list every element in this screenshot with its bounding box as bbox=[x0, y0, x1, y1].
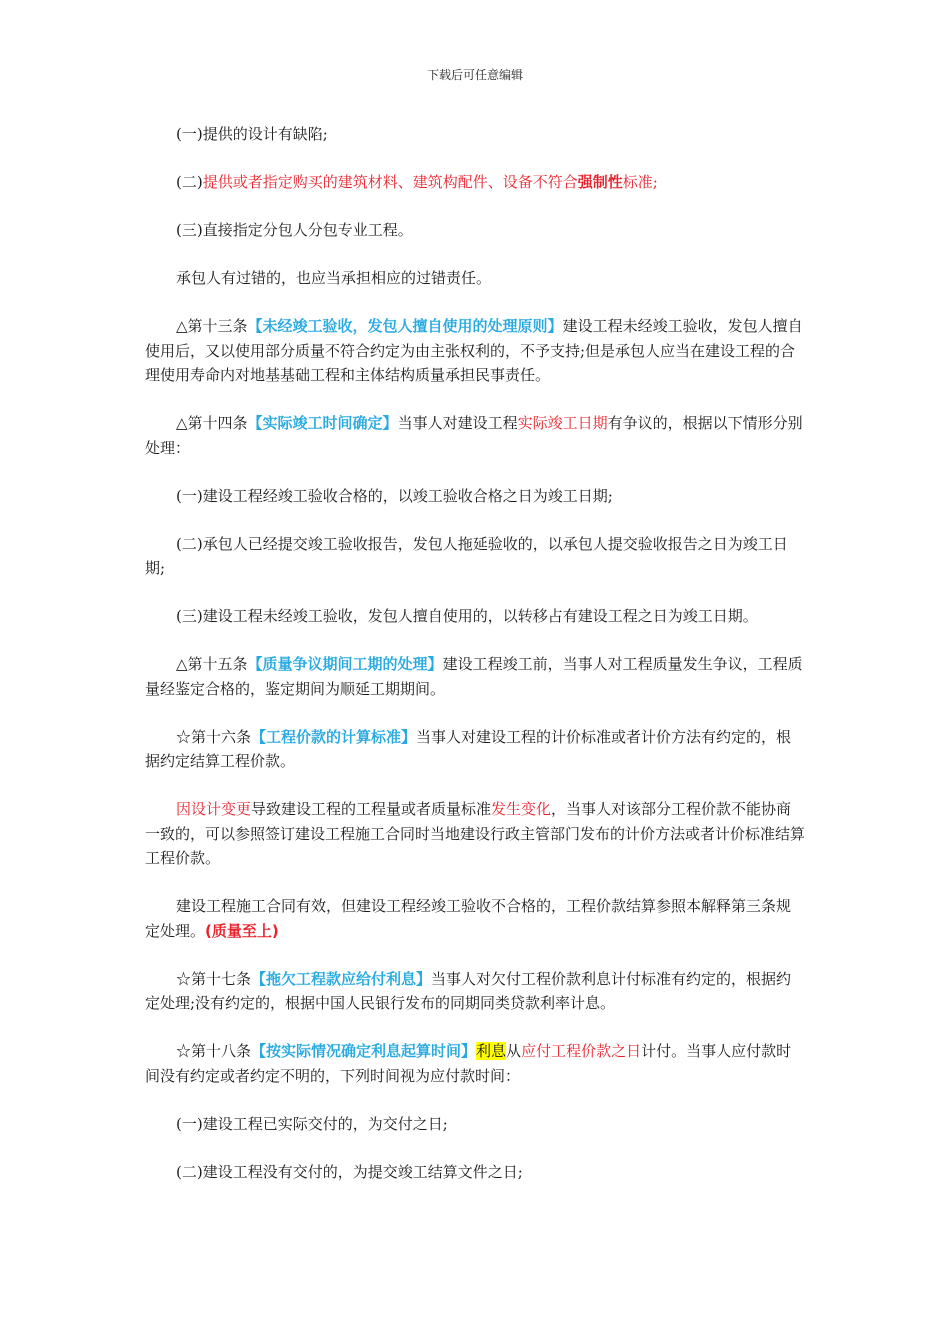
article-body: 建设工程未经竣工验收，发包人擅自使用后，又以使用部分质量不符合约定为由主张权利的，不予支持;但是承包人应当在建设工程的合理使用寿命内对地基基础工程和主体结构质量承担民事责任。 bbox=[145, 317, 803, 384]
red-text: 提供或者指定购买的建筑材料、建筑构配件、设备不符合 bbox=[202, 173, 578, 191]
article-body: 当事人对建设工程的计价标准或者计价方法有约定的，根据约定结算工程价款。 bbox=[145, 727, 792, 770]
article-number: ☆第十八条 bbox=[176, 1042, 252, 1060]
article-number: ☆第十七条 bbox=[176, 969, 252, 988]
paragraph: 承包人有过错的，也应当承担相应的过错责任。 bbox=[176, 269, 492, 287]
paragraph bbox=[145, 797, 805, 871]
red-text: 应付工程价款之日 bbox=[521, 1042, 642, 1060]
paragraph bbox=[145, 170, 805, 195]
article-17 bbox=[145, 967, 805, 1016]
article-title: 【按实际情况确定利息起算时间】 bbox=[251, 1042, 477, 1060]
document-body bbox=[145, 122, 805, 1208]
article-15 bbox=[145, 652, 805, 701]
article-14 bbox=[145, 411, 805, 460]
article-title: 【工程价款的计算标准】 bbox=[251, 727, 417, 746]
text: 当事人对建设工程 bbox=[397, 414, 518, 432]
text: 导致建设工程的工程量或者质量标准 bbox=[251, 800, 492, 818]
red-text: 发生变化 bbox=[491, 800, 552, 818]
text: 有争议的，根据以下情形分别处理： bbox=[145, 414, 803, 457]
red-text: 实际竣工日期 bbox=[517, 414, 608, 432]
article-16 bbox=[145, 725, 805, 774]
paragraph: (三)直接指定分包人分包专业工程。 bbox=[176, 221, 413, 239]
article-number: ☆第十六条 bbox=[176, 727, 252, 746]
article-title: 【未经竣工验收，发包人擅自使用的处理原则】 bbox=[247, 317, 563, 335]
paragraph: (一)建设工程经竣工验收合格的，以竣工验收合格之日为竣工日期; bbox=[176, 486, 613, 505]
paragraph: (一)提供的设计有缺陷; bbox=[176, 125, 328, 143]
paragraph: (一)建设工程已实际交付的，为交付之日; bbox=[176, 1114, 448, 1133]
red-bold-text: 强制性 bbox=[577, 173, 623, 191]
red-text: 标准; bbox=[622, 173, 658, 191]
text: ，当事人对该部分工程价款不能协商一致的，可以参照签订建设工程施工合同时当地建设行政主管部门发布的计价方法或者计价标准结算工程价款。 bbox=[145, 800, 806, 867]
page-header: 下载后可任意编辑 bbox=[426, 68, 523, 82]
article-body: 建设工程竣工前，当事人对工程质量发生争议，工程质量经鉴定合格的，鉴定期间为顺延工期期间。 bbox=[145, 655, 803, 698]
paragraph bbox=[145, 894, 805, 943]
paragraph: (二)承包人已经提交竣工验收报告，发包人拖延验收的，以承包人提交验收报告之日为竣工日期; bbox=[145, 534, 788, 577]
article-title: 【实际竣工时间确定】 bbox=[247, 414, 398, 432]
article-number: △第十五条 bbox=[176, 655, 248, 673]
paragraph: (三)建设工程未经竣工验收，发包人擅自使用的，以转移占有建设工程之日为竣工日期。 bbox=[176, 607, 758, 625]
article-13 bbox=[145, 314, 805, 388]
red-text: 因设计变更 bbox=[176, 800, 252, 818]
article-title: 【拖欠工程款应给付利息】 bbox=[251, 969, 432, 988]
highlighted-text: 利息 bbox=[476, 1042, 507, 1060]
paragraph: (二)建设工程没有交付的，为提交竣工结算文件之日; bbox=[176, 1162, 523, 1181]
article-body: 当事人对欠付工程价款利息计付标准有约定的，根据约定处理;没有约定的，根据中国人民银行发布的同期同类贷款利率计息。 bbox=[145, 969, 792, 1012]
red-bold-text: (质量至上) bbox=[205, 921, 279, 940]
article-title: 【质量争议期间工期的处理】 bbox=[247, 655, 443, 673]
text: (二) bbox=[176, 173, 203, 191]
article-18 bbox=[145, 1039, 805, 1088]
text: 计付。当事人应付款时间没有约定或者约定不明的，下列时间视为应付款时间： bbox=[145, 1042, 792, 1085]
text: 从 bbox=[506, 1042, 522, 1060]
text: 建设工程施工合同有效，但建设工程经竣工验收不合格的，工程价款结算参照本解释第三条规定处理。 bbox=[145, 897, 792, 940]
article-number: △第十四条 bbox=[176, 414, 248, 432]
article-number: △第十三条 bbox=[176, 317, 248, 335]
